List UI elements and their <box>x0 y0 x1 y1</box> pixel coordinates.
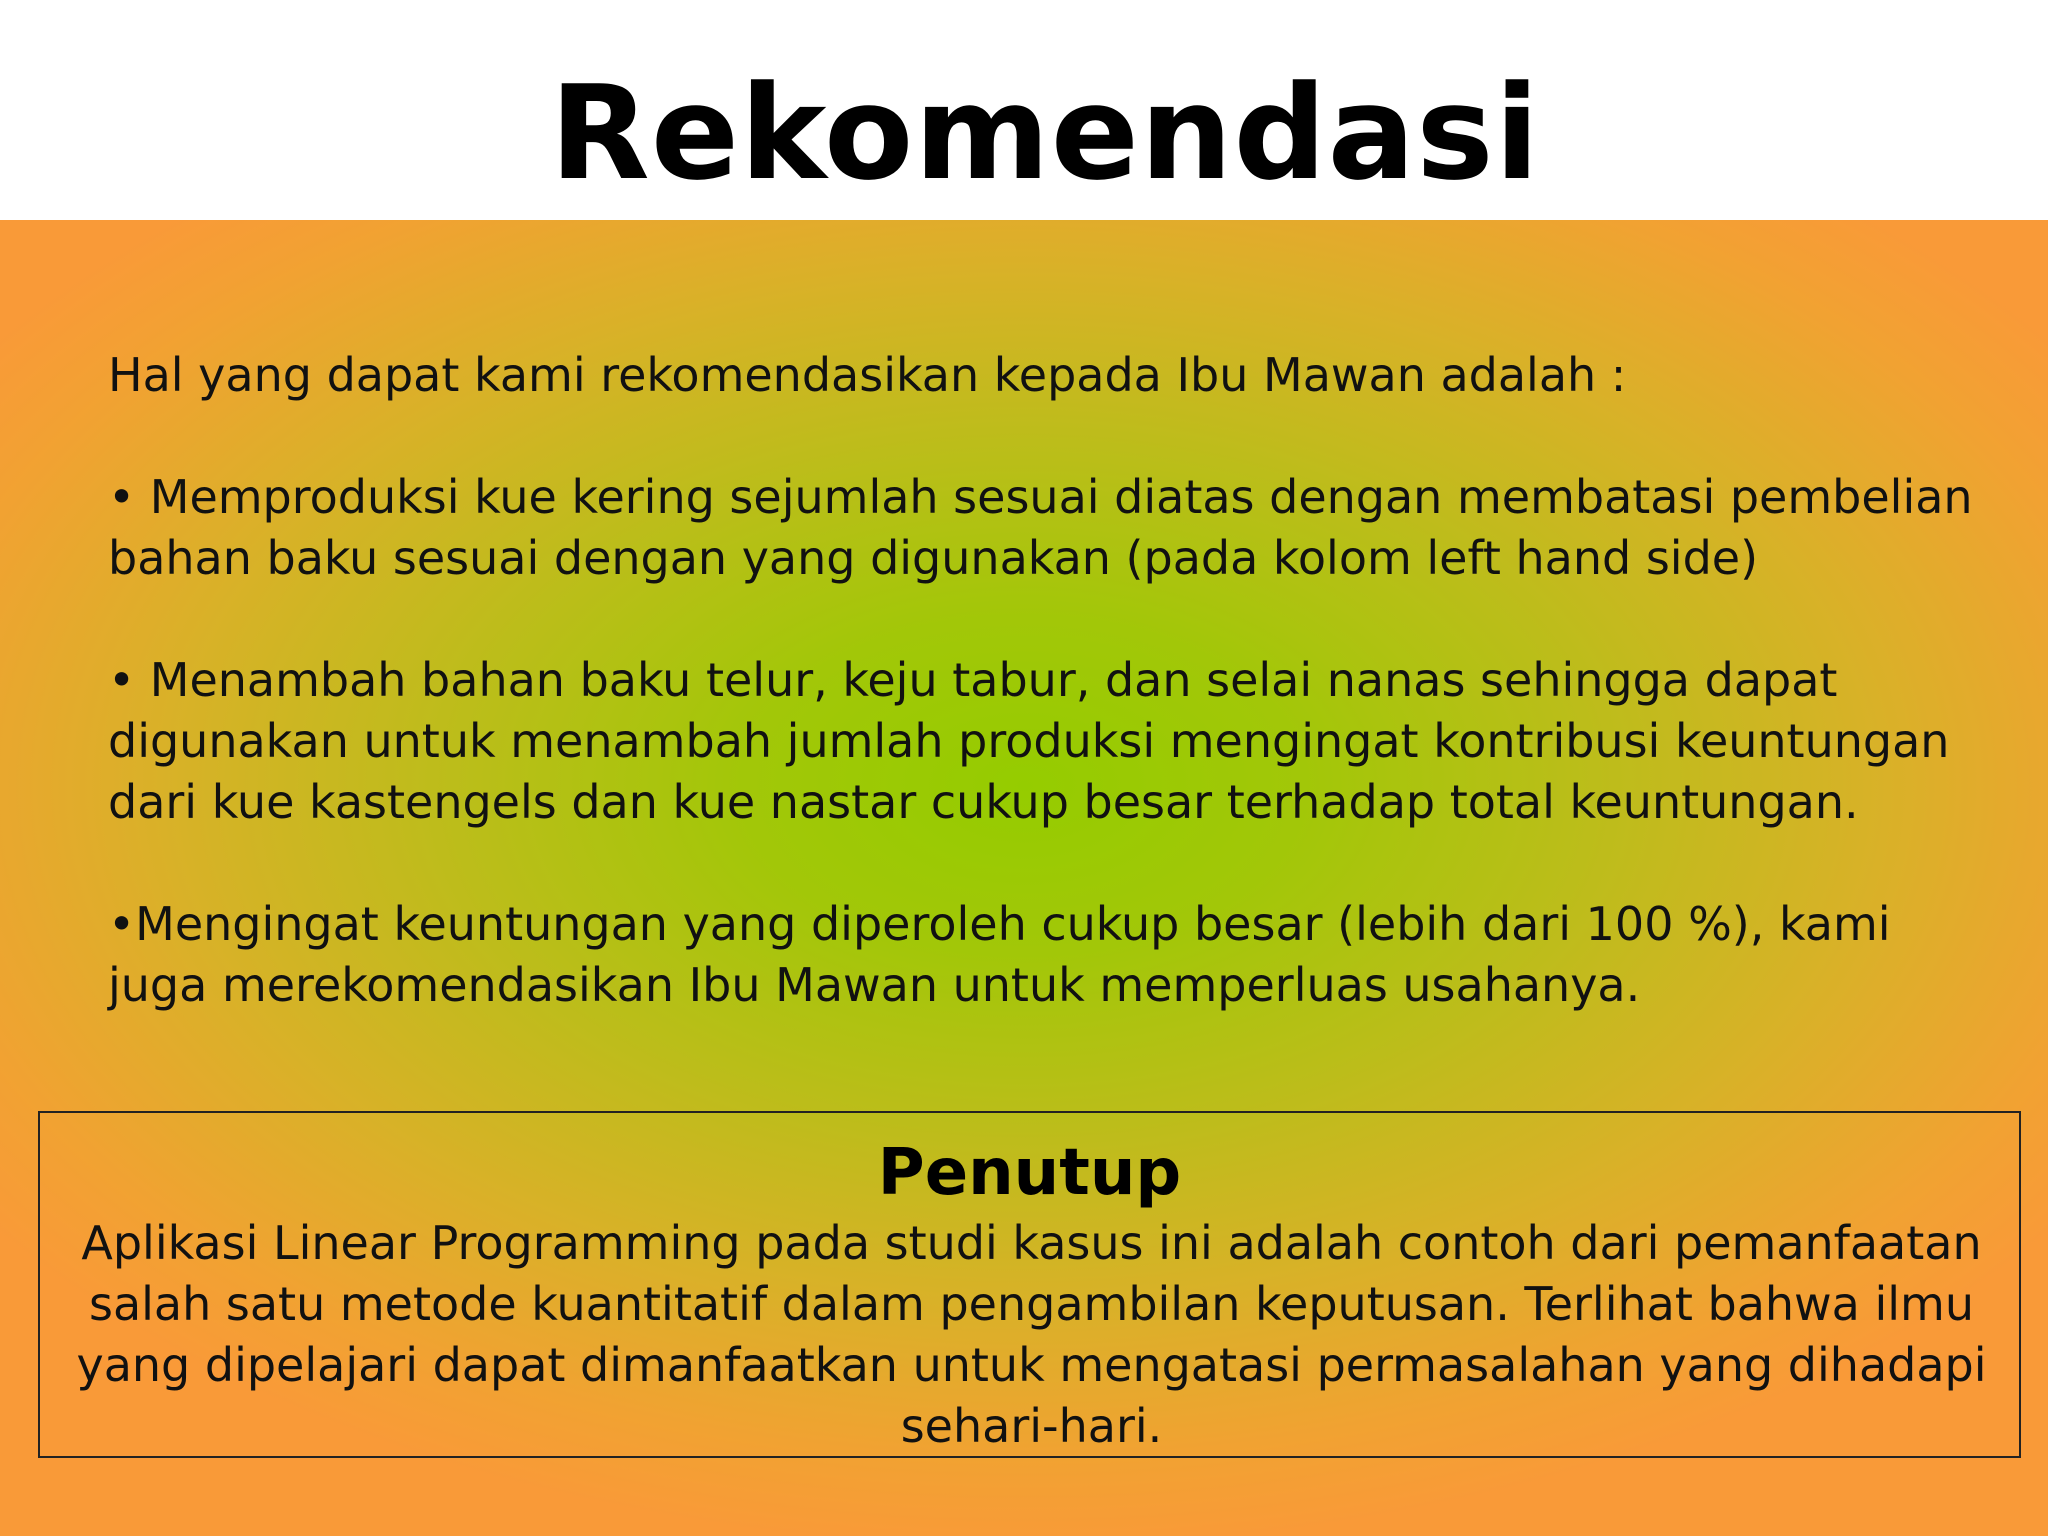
bullet-line: bahan baku sesuai dengan yang digunakan (pada kolom left hand side) <box>108 531 1759 585</box>
intro-text: Hal yang dapat kami rekomendasikan kepada Ibu Mawan adalah : <box>108 348 1627 402</box>
closing-line: sehari-hari. <box>900 1399 1163 1453</box>
recommendation-content <box>108 345 2008 1016</box>
slide-title: Rekomendasi <box>549 57 1541 209</box>
spacer <box>108 833 2008 894</box>
bullet-line: •Mengingat keuntungan yang diperoleh cukup besar (lebih dari 100 %), kami <box>108 897 1891 951</box>
spacer <box>108 589 2008 650</box>
recommendation-item-2 <box>108 650 2008 833</box>
closing-line: salah satu metode kuantitatif dalam pengambilan keputusan. Terlihat bahwa ilmu <box>89 1277 1974 1331</box>
closing-title: Penutup <box>877 1136 1182 1210</box>
bullet-line: • Memproduksi kue kering sejumlah sesuai diatas dengan membatasi pembelian <box>108 470 1973 524</box>
closing-line: Aplikasi Linear Programming pada studi kasus ini adalah contoh dari pemanfaatan <box>81 1216 1982 1270</box>
bullet-line: digunakan untuk menambah jumlah produksi mengingat kontribusi keuntungan <box>108 714 1950 768</box>
closing-line: yang dipelajari dapat dimanfaatkan untuk mengatasi permasalahan yang dihadapi <box>76 1338 1987 1392</box>
recommendation-item-1 <box>108 467 2008 589</box>
bullet-line: juga merekomendasikan Ibu Mawan untuk memperluas usahanya. <box>108 958 1641 1012</box>
recommendation-item-3 <box>108 894 2008 1016</box>
spacer <box>108 406 2008 467</box>
closing-text <box>70 1213 1993 1457</box>
closing-box <box>38 1111 2021 1458</box>
bullet-line: dari kue kastengels dan kue nastar cukup besar terhadap total keuntungan. <box>108 775 1859 829</box>
bullet-line: • Menambah bahan baku telur, keju tabur, dan selai nanas sehingga dapat <box>108 653 1838 707</box>
